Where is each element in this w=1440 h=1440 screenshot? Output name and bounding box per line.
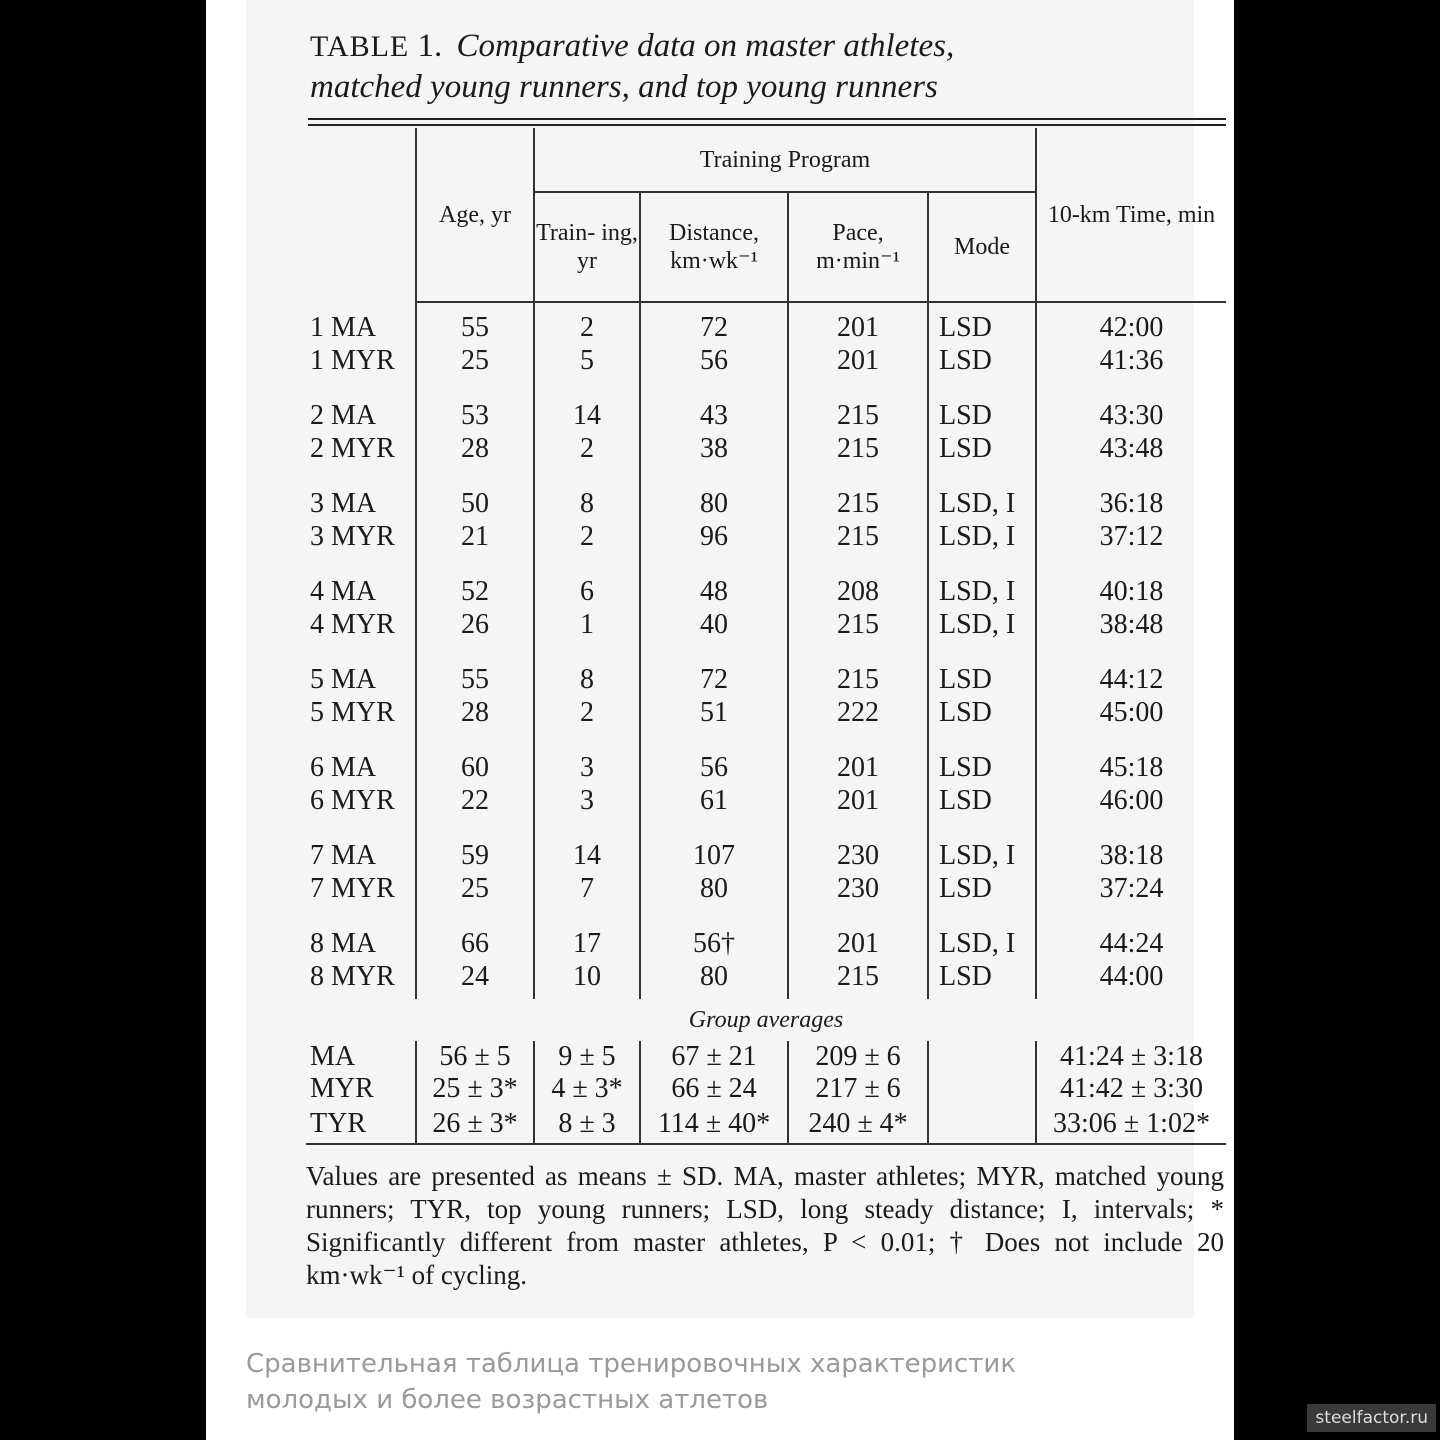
cell-dist: 56 bbox=[640, 751, 788, 784]
row-label: 5 MA bbox=[310, 664, 377, 695]
cell-age: 25 bbox=[416, 872, 534, 905]
cell-mode bbox=[928, 1073, 1036, 1105]
table-row bbox=[306, 663, 1226, 696]
cell-train: 2 bbox=[534, 432, 640, 465]
cell-time: 44:00 bbox=[1036, 960, 1226, 993]
cell-dist: 56 bbox=[640, 344, 788, 377]
table-row bbox=[306, 1105, 1226, 1144]
cell-time: 44:24 bbox=[1036, 927, 1226, 960]
cell-train: 8 ± 3 bbox=[534, 1105, 640, 1144]
cell-pace: 215 bbox=[788, 432, 928, 465]
cell-time: 45:00 bbox=[1036, 696, 1226, 729]
cell-train: 8 bbox=[534, 487, 640, 520]
cell-train: 14 bbox=[534, 839, 640, 872]
cell-dist: 72 bbox=[640, 663, 788, 696]
cell-mode: LSD bbox=[928, 784, 1036, 817]
cell-pace: 201 bbox=[788, 311, 928, 344]
cell-dist: 40 bbox=[640, 608, 788, 641]
row-label: 3 MA bbox=[310, 488, 377, 519]
footnote: Values are presented as means ± SD. MA, master athletes; MYR, matched young runners; TYR, top young runners; LSD, long steady distance; I, intervals; * Significantly different from master athletes, P < 0.01; † Does not include 20 km·wk⁻¹ of cycling. bbox=[306, 1161, 1224, 1290]
cell-mode: LSD bbox=[928, 872, 1036, 905]
row-label: MYR bbox=[310, 1073, 374, 1104]
cell-train: 9 ± 5 bbox=[534, 1041, 640, 1073]
cell-mode: LSD, I bbox=[928, 487, 1036, 520]
table-row bbox=[306, 872, 1226, 905]
cell-age: 59 bbox=[416, 839, 534, 872]
cell-age: 28 bbox=[416, 432, 534, 465]
table-label: TABLE bbox=[310, 30, 410, 63]
cell-age: 28 bbox=[416, 696, 534, 729]
cell-age: 56 ± 5 bbox=[416, 1041, 534, 1073]
cell-dist: 51 bbox=[640, 696, 788, 729]
group-averages-title: Group averages bbox=[688, 1007, 844, 1033]
cell-age: 55 bbox=[416, 311, 534, 344]
cell-mode: LSD bbox=[928, 399, 1036, 432]
table-body bbox=[306, 302, 1226, 1144]
cell-train: 2 bbox=[534, 520, 640, 553]
cell-train: 2 bbox=[534, 311, 640, 344]
header-empty bbox=[306, 128, 416, 302]
table-row bbox=[306, 784, 1226, 817]
cell-pace: 209 ± 6 bbox=[788, 1041, 928, 1073]
cell-dist: 66 ± 24 bbox=[640, 1073, 788, 1105]
table-row bbox=[306, 311, 1226, 344]
cell-age: 66 bbox=[416, 927, 534, 960]
cell-train: 3 bbox=[534, 751, 640, 784]
title-line-2: matched young runners, and top young runners bbox=[310, 69, 938, 105]
cell-mode: LSD, I bbox=[928, 839, 1036, 872]
cell-age: 25 ± 3* bbox=[416, 1073, 534, 1105]
header-training-years: Train- ing, yr bbox=[534, 192, 640, 302]
cell-time: 38:48 bbox=[1036, 608, 1226, 641]
row-label: 8 MA bbox=[310, 928, 377, 959]
row-label: 4 MYR bbox=[310, 609, 395, 640]
cell-time: 42:00 bbox=[1036, 311, 1226, 344]
cell-train: 10 bbox=[534, 960, 640, 993]
title-line-1: Comparative data on master athletes, bbox=[456, 28, 955, 64]
cell-time: 41:36 bbox=[1036, 344, 1226, 377]
table-row bbox=[306, 839, 1226, 872]
cell-dist: 43 bbox=[640, 399, 788, 432]
data-table bbox=[306, 128, 1226, 1145]
spacer-row bbox=[306, 302, 1226, 311]
table-row bbox=[306, 927, 1226, 960]
table-scan bbox=[246, 0, 1224, 1318]
cell-age: 25 bbox=[416, 344, 534, 377]
cell-time: 37:24 bbox=[1036, 872, 1226, 905]
cell-pace: 222 bbox=[788, 696, 928, 729]
spacer-row bbox=[306, 905, 1226, 927]
cell-time: 46:00 bbox=[1036, 784, 1226, 817]
cell-train: 5 bbox=[534, 344, 640, 377]
cell-pace: 201 bbox=[788, 784, 928, 817]
cell-mode: LSD, I bbox=[928, 575, 1036, 608]
header-distance: Distance, km·wk⁻¹ bbox=[640, 192, 788, 302]
header-training-program: Training Program bbox=[534, 128, 1036, 192]
cell-pace: 215 bbox=[788, 520, 928, 553]
row-label: 1 MA bbox=[310, 312, 377, 343]
table-row bbox=[306, 696, 1226, 729]
table-row bbox=[306, 575, 1226, 608]
cell-mode: LSD bbox=[928, 663, 1036, 696]
cell-train: 8 bbox=[534, 663, 640, 696]
spacer-row bbox=[306, 729, 1226, 751]
cell-dist: 80 bbox=[640, 960, 788, 993]
cell-pace: 215 bbox=[788, 399, 928, 432]
cell-time: 41:24 ± 3:18 bbox=[1036, 1041, 1226, 1073]
header-pace: Pace, m·min⁻¹ bbox=[788, 192, 928, 302]
cell-time: 38:18 bbox=[1036, 839, 1226, 872]
cell-train: 7 bbox=[534, 872, 640, 905]
cell-time: 44:12 bbox=[1036, 663, 1226, 696]
cell-pace: 230 bbox=[788, 839, 928, 872]
cell-train: 14 bbox=[534, 399, 640, 432]
spacer-row bbox=[306, 817, 1226, 839]
cell-mode: LSD bbox=[928, 696, 1036, 729]
row-label: MA bbox=[310, 1041, 356, 1072]
cell-age: 26 ± 3* bbox=[416, 1105, 534, 1144]
cell-train: 1 bbox=[534, 608, 640, 641]
cell-time: 41:42 ± 3:30 bbox=[1036, 1073, 1226, 1105]
spacer-row bbox=[306, 465, 1226, 487]
header-time: 10-km Time, min bbox=[1036, 128, 1226, 302]
row-label: 3 MYR bbox=[310, 521, 395, 552]
cell-pace: 240 ± 4* bbox=[788, 1105, 928, 1144]
cell-train: 4 ± 3* bbox=[534, 1073, 640, 1105]
cell-time: 43:30 bbox=[1036, 399, 1226, 432]
cell-mode: LSD, I bbox=[928, 608, 1036, 641]
cell-mode bbox=[928, 1105, 1036, 1144]
cell-age: 22 bbox=[416, 784, 534, 817]
cell-mode: LSD bbox=[928, 432, 1036, 465]
cell-mode: LSD, I bbox=[928, 927, 1036, 960]
table-row bbox=[306, 432, 1226, 465]
cell-age: 55 bbox=[416, 663, 534, 696]
cell-dist: 107 bbox=[640, 839, 788, 872]
cell-train: 3 bbox=[534, 784, 640, 817]
cell-time: 33:06 ± 1:02* bbox=[1036, 1105, 1226, 1144]
cell-age: 53 bbox=[416, 399, 534, 432]
cell-time: 37:12 bbox=[1036, 520, 1226, 553]
watermark: steelfactor.ru bbox=[1307, 1404, 1436, 1432]
cell-age: 21 bbox=[416, 520, 534, 553]
cell-pace: 201 bbox=[788, 344, 928, 377]
table-title bbox=[310, 26, 954, 107]
cell-age: 26 bbox=[416, 608, 534, 641]
cell-age: 52 bbox=[416, 575, 534, 608]
cell-time: 45:18 bbox=[1036, 751, 1226, 784]
cell-mode bbox=[928, 1041, 1036, 1073]
cell-mode: LSD bbox=[928, 344, 1036, 377]
page bbox=[206, 0, 1234, 1440]
row-label: 4 MA bbox=[310, 576, 377, 607]
row-label: 1 MYR bbox=[310, 345, 395, 376]
cell-dist: 56† bbox=[640, 927, 788, 960]
spacer-row bbox=[306, 641, 1226, 663]
cell-dist: 80 bbox=[640, 872, 788, 905]
cell-pace: 215 bbox=[788, 960, 928, 993]
cell-mode: LSD bbox=[928, 311, 1036, 344]
cell-pace: 215 bbox=[788, 663, 928, 696]
cell-age: 50 bbox=[416, 487, 534, 520]
row-label: 7 MA bbox=[310, 840, 377, 871]
cell-pace: 230 bbox=[788, 872, 928, 905]
cell-dist: 48 bbox=[640, 575, 788, 608]
cell-pace: 201 bbox=[788, 751, 928, 784]
table-row bbox=[306, 960, 1226, 993]
header-age: Age, yr bbox=[416, 128, 534, 302]
row-label: 2 MYR bbox=[310, 433, 395, 464]
cell-train: 17 bbox=[534, 927, 640, 960]
cell-pace: 217 ± 6 bbox=[788, 1073, 928, 1105]
cell-mode: LSD, I bbox=[928, 520, 1036, 553]
cell-age: 24 bbox=[416, 960, 534, 993]
spacer-row bbox=[306, 377, 1226, 399]
cell-mode: LSD bbox=[928, 751, 1036, 784]
table-row bbox=[306, 1073, 1226, 1105]
cell-dist: 114 ± 40* bbox=[640, 1105, 788, 1144]
row-label: 2 MA bbox=[310, 400, 377, 431]
cell-train: 6 bbox=[534, 575, 640, 608]
cell-mode: LSD bbox=[928, 960, 1036, 993]
row-label: 7 MYR bbox=[310, 873, 395, 904]
cell-pace: 201 bbox=[788, 927, 928, 960]
cell-train: 2 bbox=[534, 696, 640, 729]
row-label: 6 MA bbox=[310, 752, 377, 783]
top-rule-2 bbox=[308, 124, 1226, 126]
top-rule bbox=[308, 118, 1226, 120]
cell-dist: 38 bbox=[640, 432, 788, 465]
cell-time: 43:48 bbox=[1036, 432, 1226, 465]
table-row bbox=[306, 344, 1226, 377]
cell-dist: 80 bbox=[640, 487, 788, 520]
header-mode: Mode bbox=[928, 192, 1036, 302]
spacer-row bbox=[306, 553, 1226, 575]
table-row bbox=[306, 520, 1226, 553]
row-label: 6 MYR bbox=[310, 785, 395, 816]
cell-pace: 215 bbox=[788, 608, 928, 641]
cell-dist: 67 ± 21 bbox=[640, 1041, 788, 1073]
table-row bbox=[306, 487, 1226, 520]
table-row bbox=[306, 608, 1226, 641]
table-row bbox=[306, 1041, 1226, 1073]
cell-pace: 215 bbox=[788, 487, 928, 520]
row-label: 8 MYR bbox=[310, 961, 395, 992]
table-row bbox=[306, 399, 1226, 432]
cell-dist: 61 bbox=[640, 784, 788, 817]
row-label: TYR bbox=[306, 1105, 416, 1144]
cell-age: 60 bbox=[416, 751, 534, 784]
cell-dist: 96 bbox=[640, 520, 788, 553]
table-number: 1. bbox=[417, 28, 443, 64]
table-row bbox=[306, 751, 1226, 784]
row-label: 5 MYR bbox=[310, 697, 395, 728]
cell-time: 40:18 bbox=[1036, 575, 1226, 608]
cell-dist: 72 bbox=[640, 311, 788, 344]
caption: Сравнительная таблица тренировочных характеристик молодых и более возрастных атлетов bbox=[246, 1349, 1017, 1415]
cell-pace: 208 bbox=[788, 575, 928, 608]
cell-time: 36:18 bbox=[1036, 487, 1226, 520]
